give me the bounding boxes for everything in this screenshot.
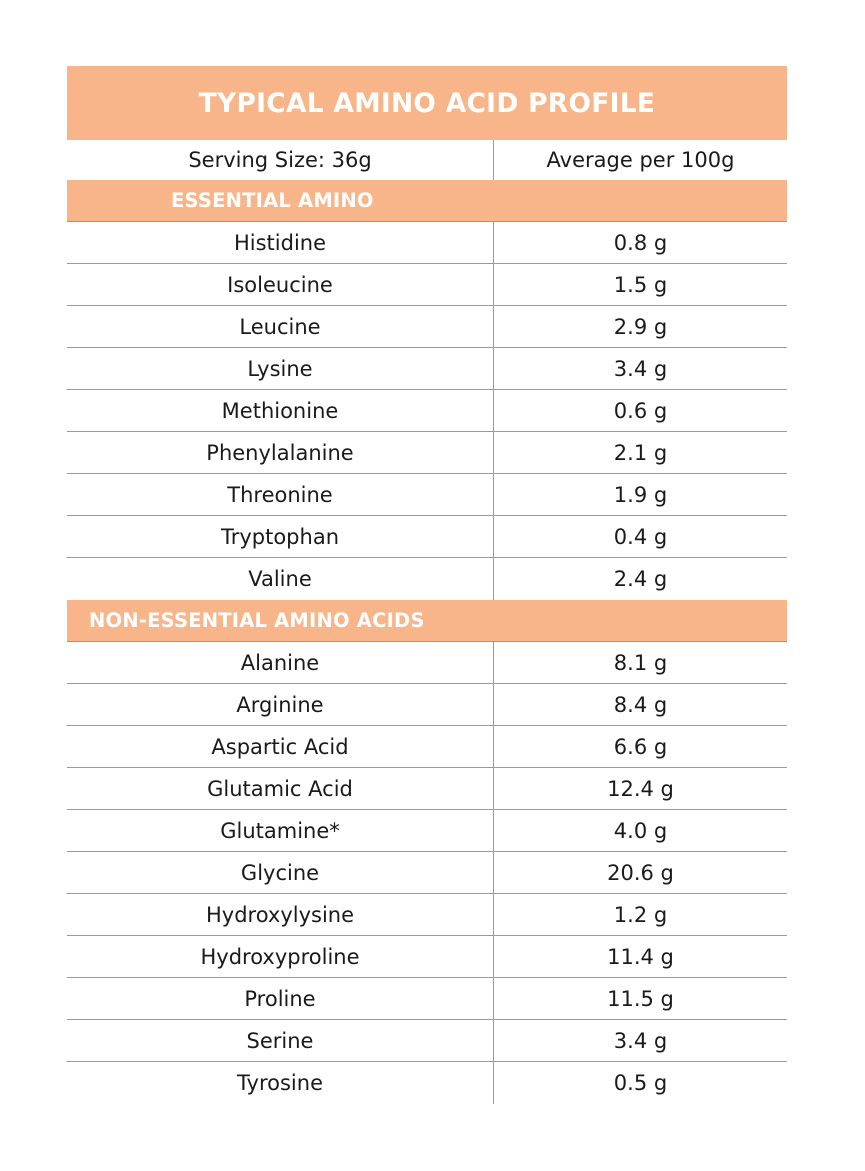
amino-value: 2.4 g xyxy=(613,567,668,591)
table-title: TYPICAL AMINO ACID PROFILE xyxy=(198,87,656,119)
amino-value: 11.4 g xyxy=(607,944,674,969)
section-non-essential xyxy=(67,600,787,642)
table-row xyxy=(67,222,787,264)
amino-name: Arginine xyxy=(67,684,494,725)
amino-name: Glutamic Acid xyxy=(67,768,494,809)
amino-name: Lysine xyxy=(67,348,494,389)
table-row xyxy=(67,1020,787,1062)
section-essential xyxy=(67,180,787,222)
section-heading: NON-ESSENTIAL AMINO ACIDS xyxy=(89,609,425,632)
table-row xyxy=(67,1062,787,1104)
table-row xyxy=(67,474,787,516)
table-row xyxy=(67,558,787,600)
amino-name: Valine xyxy=(67,558,494,600)
table-row xyxy=(67,936,787,978)
table-row xyxy=(67,810,787,852)
amino-value: 1.9 g xyxy=(613,482,668,507)
amino-name: Leucine xyxy=(67,306,494,347)
amino-value: 11.5 g xyxy=(607,986,674,1011)
table-row xyxy=(67,894,787,936)
table-row xyxy=(67,642,787,684)
table-row xyxy=(67,978,787,1020)
table-row xyxy=(67,264,787,306)
amino-value: 2.9 g xyxy=(613,314,668,339)
amino-value: 1.5 g xyxy=(613,272,668,297)
amino-name: Hydroxylysine xyxy=(67,894,494,935)
amino-value: 3.4 g xyxy=(613,356,668,381)
amino-name: Alanine xyxy=(67,642,494,683)
amino-value: 6.6 g xyxy=(613,734,668,759)
section-heading: ESSENTIAL AMINO xyxy=(171,189,374,212)
amino-name: Tyrosine xyxy=(67,1062,494,1104)
amino-name: Hydroxyproline xyxy=(67,936,494,977)
amino-name: Glutamine* xyxy=(67,810,494,851)
amino-name: Threonine xyxy=(67,474,494,515)
table-row xyxy=(67,852,787,894)
amino-value: 1.2 g xyxy=(613,902,668,927)
title-bar xyxy=(67,66,787,140)
serving-size-header: Serving Size: 36g xyxy=(67,140,494,180)
amino-name: Isoleucine xyxy=(67,264,494,305)
column-header-row xyxy=(67,140,787,180)
amino-name: Glycine xyxy=(67,852,494,893)
amino-name: Histidine xyxy=(67,222,494,263)
amino-value: 8.1 g xyxy=(613,650,668,675)
table-row xyxy=(67,516,787,558)
table-row xyxy=(67,348,787,390)
amino-value: 20.6 g xyxy=(607,860,674,885)
amino-name: Aspartic Acid xyxy=(67,726,494,767)
average-header: Average per 100g xyxy=(546,148,735,172)
amino-name: Phenylalanine xyxy=(67,432,494,473)
table-row xyxy=(67,306,787,348)
table-row xyxy=(67,684,787,726)
amino-value: 8.4 g xyxy=(613,692,668,717)
amino-name: Serine xyxy=(67,1020,494,1061)
amino-value: 12.4 g xyxy=(607,776,674,801)
amino-value: 0.4 g xyxy=(613,524,668,549)
amino-name: Proline xyxy=(67,978,494,1019)
amino-value: 2.1 g xyxy=(613,440,668,465)
amino-value: 3.4 g xyxy=(613,1028,668,1053)
amino-acid-table xyxy=(67,66,787,1104)
amino-name: Tryptophan xyxy=(67,516,494,557)
table-row xyxy=(67,390,787,432)
amino-value: 0.5 g xyxy=(613,1071,668,1095)
amino-value: 0.8 g xyxy=(613,230,668,255)
table-row xyxy=(67,432,787,474)
table-row xyxy=(67,726,787,768)
amino-name: Methionine xyxy=(67,390,494,431)
amino-value: 0.6 g xyxy=(613,398,668,423)
amino-value: 4.0 g xyxy=(613,818,668,843)
table-row xyxy=(67,768,787,810)
